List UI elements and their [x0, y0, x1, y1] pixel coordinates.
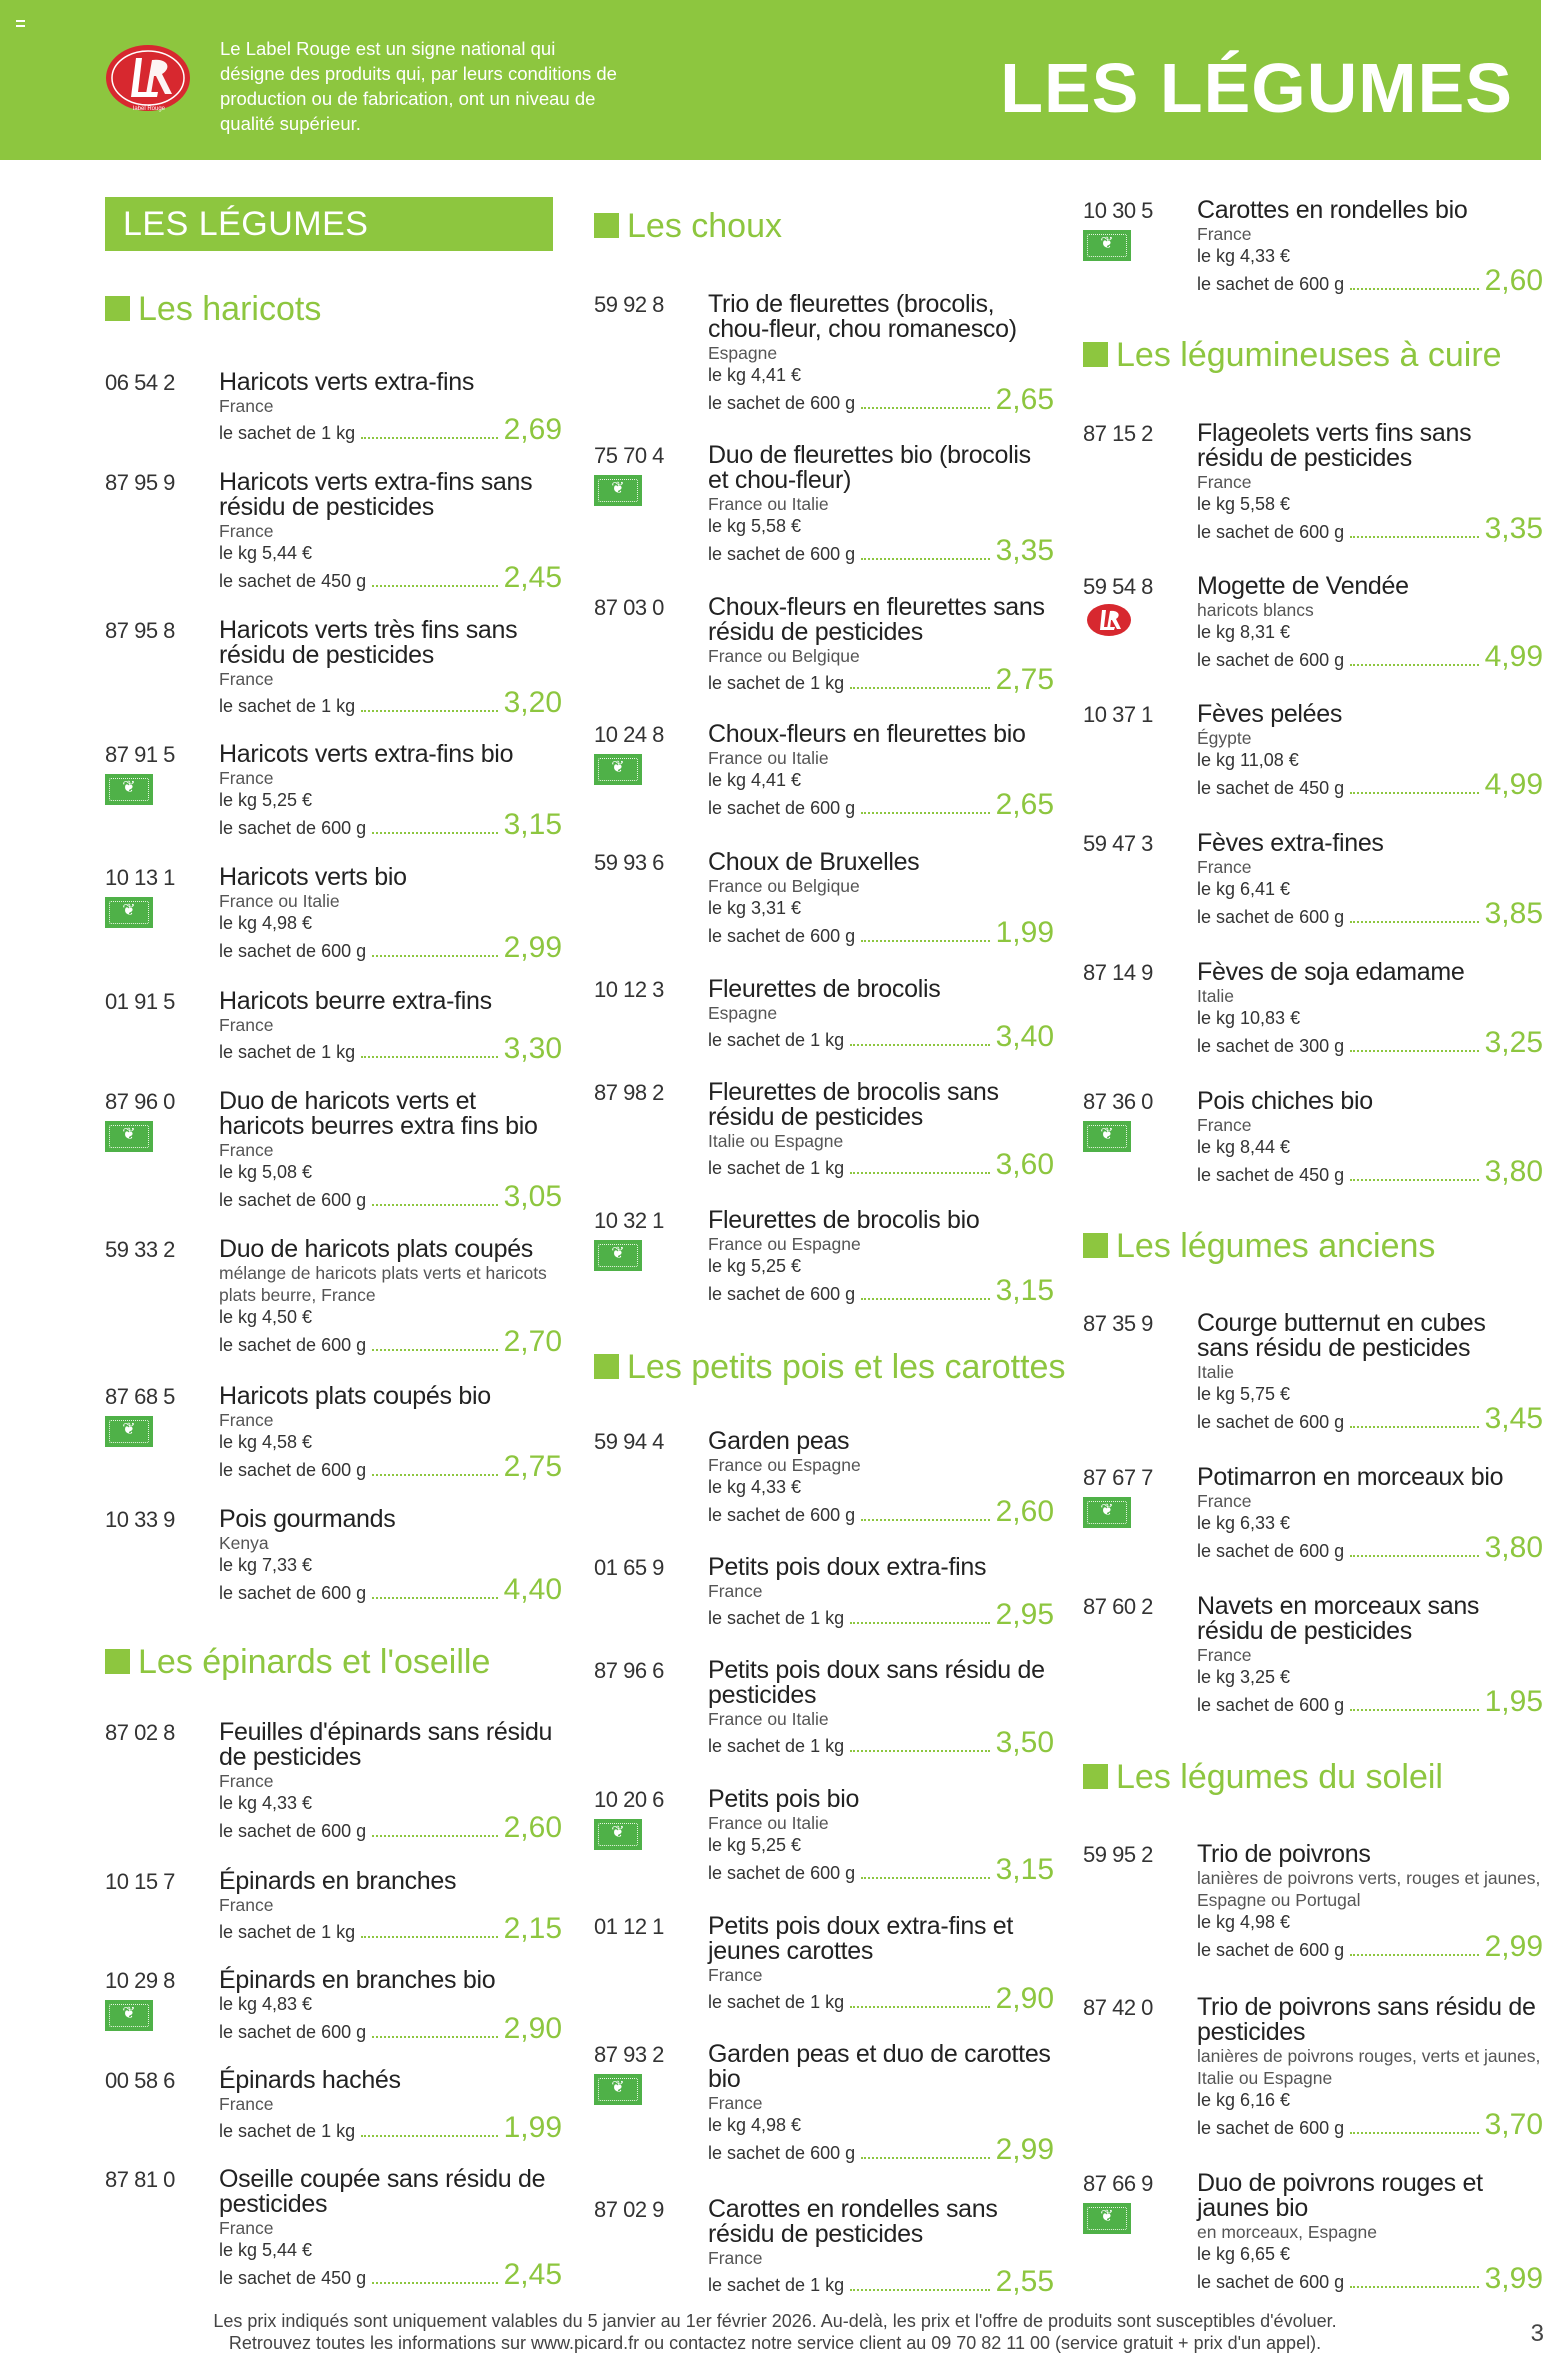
product-price-line: le sachet de 600 g 3,15: [708, 1853, 1054, 1886]
product-price-line: le sachet de 600 g 3,05: [219, 1180, 562, 1213]
product-price-line: le sachet de 600 g 2,99: [708, 2133, 1054, 2166]
product-origin: France: [1197, 472, 1252, 492]
product-name: Carottes en rondelles bio: [1197, 196, 1468, 224]
product-price: 3,60: [995, 1148, 1054, 1181]
product-name: Fèves pelées: [1197, 700, 1343, 728]
square-bullet-icon: [1083, 1233, 1108, 1258]
product-kg-price: le kg 5,44 €: [219, 2240, 313, 2260]
product-origin: France: [708, 2248, 763, 2268]
section-heading-epinards: Les épinards et l'oseille: [105, 1643, 490, 1682]
section-heading-legumes-anciens: Les légumes anciens: [1083, 1227, 1435, 1266]
product-code: 10 33 9: [105, 1507, 175, 1532]
product-code: 87 02 9: [594, 2197, 664, 2222]
footer-validity-note: Les prix indiqués sont uniquement valables du 5 janvier au 1er février 2026. Au-delà, les prix et l'offre de produits sont susceptibles d'évoluer.: [213, 2311, 1337, 2331]
product-code: 59 93 6: [594, 850, 664, 875]
product-price: 2,70: [503, 1325, 562, 1358]
product-price-line: le sachet de 600 g 3,80: [1197, 1531, 1543, 1564]
product-code: 87 81 0: [105, 2167, 175, 2192]
section-heading-petits-pois-carottes: Les petits pois et les carottes: [594, 1348, 1065, 1387]
product-name: Fèves extra-fines: [1197, 829, 1384, 857]
product-origin: lanières de poivrons rouges, verts et jaunes, Italie ou Espagne: [1197, 2046, 1541, 2088]
product-price: 3,40: [995, 1020, 1054, 1053]
product-code: 10 15 7: [105, 1869, 175, 1894]
product-name: Oseille coupée sans résidu de pesticides: [219, 2165, 546, 2218]
section-heading-haricots: Les haricots: [105, 290, 321, 329]
organic-bio-icon: [594, 475, 642, 506]
product-origin: France: [219, 1410, 274, 1430]
product-code: 87 02 8: [105, 1720, 175, 1745]
product-price: 3,35: [995, 534, 1054, 567]
product-name: Garden peas: [708, 1427, 850, 1455]
product-code: 87 36 0: [1083, 1089, 1153, 1114]
product-kg-price: le kg 4,83 €: [219, 1994, 313, 2014]
product-origin: France: [219, 1895, 274, 1915]
product-name: Navets en morceaux sans résidu de pesticides: [1197, 1592, 1480, 1645]
svg-text:label Rouge: label Rouge: [132, 106, 166, 112]
page-header: [0, 0, 1541, 160]
product-origin: Italie: [1197, 986, 1234, 1006]
product-name: Pois chiches bio: [1197, 1087, 1373, 1115]
product-name: Trio de poivrons: [1197, 1840, 1371, 1868]
product-name: Duo de haricots plats coupés: [219, 1235, 534, 1263]
product-origin: France: [708, 1581, 763, 1601]
product-price: 3,15: [995, 1274, 1054, 1307]
product-origin: France: [219, 1771, 274, 1791]
product-code: 10 13 1: [105, 865, 175, 890]
product-price-line: le sachet de 1 kg 3,50: [708, 1726, 1054, 1759]
product-kg-price: le kg 8,31 €: [1197, 622, 1291, 642]
product-price: 2,45: [503, 561, 562, 594]
product-price: 2,65: [995, 788, 1054, 821]
product-origin: France ou Belgique: [708, 876, 860, 896]
product-origin: France: [708, 1965, 763, 1985]
square-bullet-icon: [105, 1649, 130, 1674]
product-price: 2,60: [995, 1495, 1054, 1528]
product-price: 3,80: [1484, 1531, 1543, 1564]
product-name: Petits pois doux sans résidu de pesticides: [708, 1656, 1045, 1709]
product-code: 59 33 2: [105, 1237, 175, 1262]
product-price: 4,99: [1484, 768, 1543, 801]
product-price-line: le sachet de 600 g 4,99: [1197, 640, 1543, 673]
product-code: 10 29 8: [105, 1968, 175, 1993]
product-price-line: le sachet de 1 kg 3,30: [219, 1032, 562, 1065]
product-price: 3,45: [1484, 1402, 1543, 1435]
product-name: Haricots verts extra-fins sans résidu de pesticides: [219, 468, 533, 521]
product-price-line: le sachet de 1 kg 3,60: [708, 1148, 1054, 1181]
product-name: Trio de fleurettes (brocolis, chou-fleur, chou romanesco): [708, 290, 1017, 343]
product-price: 2,45: [503, 2258, 562, 2291]
product-kg-price: le kg 5,08 €: [219, 1162, 313, 1182]
product-code: 10 20 6: [594, 1787, 664, 1812]
product-price-line: le sachet de 1 kg 2,69: [219, 413, 562, 446]
product-name: Petits pois doux extra-fins et jeunes carottes: [708, 1912, 1014, 1965]
main-banner: LES LÉGUMES: [105, 197, 553, 251]
product-name: Haricots beurre extra-fins: [219, 987, 492, 1015]
product-price: 2,90: [503, 2012, 562, 2045]
product-kg-price: le kg 11,08 €: [1197, 750, 1299, 770]
product-kg-price: le kg 6,16 €: [1197, 2090, 1291, 2110]
product-code: 10 24 8: [594, 722, 664, 747]
product-price-line: le sachet de 450 g 3,80: [1197, 1155, 1543, 1188]
product-kg-price: le kg 5,44 €: [219, 543, 313, 563]
footer: [0, 2310, 1550, 2354]
organic-bio-icon: [105, 1121, 153, 1152]
product-code: 10 30 5: [1083, 198, 1153, 223]
product-kg-price: le kg 5,58 €: [1197, 494, 1291, 514]
product-price: 2,99: [503, 931, 562, 964]
organic-bio-icon: [105, 1416, 153, 1447]
section-heading-legumineuses: Les légumineuses à cuire: [1083, 336, 1502, 375]
product-price: 3,20: [503, 686, 562, 719]
product-name: Haricots verts extra-fins bio: [219, 740, 514, 768]
product-kg-price: le kg 5,25 €: [708, 1835, 802, 1855]
label-rouge-logo: [102, 40, 198, 116]
product-price: 2,99: [1484, 1930, 1543, 1963]
product-price-line: le sachet de 600 g 3,70: [1197, 2108, 1543, 2141]
product-price: 3,80: [1484, 1155, 1543, 1188]
product-name: Épinards hachés: [219, 2066, 401, 2094]
product-price: 4,40: [503, 1573, 562, 1606]
product-code: 10 32 1: [594, 1208, 664, 1233]
product-origin: France ou Espagne: [708, 1234, 861, 1254]
product-kg-price: le kg 4,41 €: [708, 365, 802, 385]
product-price-line: le sachet de 1 kg 2,95: [708, 1598, 1054, 1631]
product-code: 87 95 9: [105, 470, 175, 495]
product-price-line: le sachet de 1 kg 1,99: [219, 2111, 562, 2144]
product-origin: France ou Italie: [708, 1709, 829, 1729]
organic-bio-icon: [105, 2000, 153, 2031]
product-code: 87 15 2: [1083, 421, 1153, 446]
product-origin: Espagne: [708, 343, 778, 363]
product-kg-price: le kg 8,44 €: [1197, 1137, 1291, 1157]
product-price-line: le sachet de 600 g 2,60: [708, 1495, 1054, 1528]
product-code: 87 67 7: [1083, 1465, 1153, 1490]
page-title: LES LÉGUMES: [1000, 49, 1513, 127]
square-bullet-icon: [1083, 1764, 1108, 1789]
product-origin: France ou Italie: [219, 891, 340, 911]
product-origin: Kenya: [219, 1533, 269, 1553]
product-price: 1,99: [995, 916, 1054, 949]
product-price-line: le sachet de 600 g 2,70: [219, 1325, 562, 1358]
product-price: 4,99: [1484, 640, 1543, 673]
product-code: 87 42 0: [1083, 1995, 1153, 2020]
product-origin: France: [219, 1015, 274, 1035]
product-price: 2,75: [503, 1450, 562, 1483]
product-origin: en morceaux, Espagne: [1197, 2222, 1377, 2242]
product-kg-price: le kg 3,25 €: [1197, 1667, 1291, 1687]
organic-bio-icon: [105, 774, 153, 805]
product-price-line: le sachet de 600 g 2,90: [219, 2012, 562, 2045]
product-price-line: le sachet de 1 kg 3,20: [219, 686, 562, 719]
menu-icon: [16, 20, 25, 27]
product-name: Garden peas et duo de carottes bio: [708, 2040, 1051, 2093]
product-name: Pois gourmands: [219, 1505, 396, 1533]
product-price: 3,25: [1484, 1026, 1543, 1059]
product-price: 1,99: [503, 2111, 562, 2144]
product-origin: France: [219, 1140, 274, 1160]
product-kg-price: le kg 5,25 €: [219, 790, 313, 810]
product-kg-price: le kg 4,41 €: [708, 770, 802, 790]
product-price: 2,15: [503, 1912, 562, 1945]
square-bullet-icon: [594, 213, 619, 238]
product-name: Fleurettes de brocolis sans résidu de pesticides: [708, 1078, 999, 1131]
product-name: Fleurettes de brocolis: [708, 975, 941, 1003]
organic-bio-icon: [1083, 1497, 1131, 1528]
product-price: 2,60: [503, 1811, 562, 1844]
product-code: 10 37 1: [1083, 702, 1153, 727]
product-price-line: le sachet de 600 g 3,99: [1197, 2262, 1543, 2295]
product-name: Épinards en branches bio: [219, 1966, 496, 1994]
product-kg-price: le kg 6,41 €: [1197, 879, 1291, 899]
product-origin: France: [1197, 857, 1252, 877]
product-price: 2,75: [995, 663, 1054, 696]
product-kg-price: le kg 4,98 €: [219, 913, 313, 933]
product-kg-price: le kg 3,31 €: [708, 898, 802, 918]
product-price: 2,90: [995, 1982, 1054, 2015]
organic-bio-icon: [594, 754, 642, 785]
product-price-line: le sachet de 600 g 2,75: [219, 1450, 562, 1483]
product-price-line: le sachet de 600 g 1,99: [708, 916, 1054, 949]
product-price-line: le sachet de 600 g 3,85: [1197, 897, 1543, 930]
product-name: Duo de poivrons rouges et jaunes bio: [1197, 2169, 1483, 2222]
product-price-line: le sachet de 600 g 3,15: [219, 808, 562, 841]
product-name: Haricots verts extra-fins: [219, 368, 475, 396]
product-name: Mogette de Vendée: [1197, 572, 1409, 600]
product-code: 59 94 4: [594, 1429, 664, 1454]
product-name: Petits pois bio: [708, 1785, 860, 1813]
product-price: 3,15: [995, 1853, 1054, 1886]
product-origin: France: [219, 768, 274, 788]
product-code: 59 47 3: [1083, 831, 1153, 856]
product-kg-price: le kg 5,58 €: [708, 516, 802, 536]
product-code: 87 60 2: [1083, 1594, 1153, 1619]
section-heading-choux: Les choux: [594, 207, 782, 246]
product-price-line: le sachet de 450 g 4,99: [1197, 768, 1543, 801]
product-name: Courge butternut en cubes sans résidu de pesticides: [1197, 1309, 1486, 1362]
product-kg-price: le kg 7,33 €: [219, 1555, 313, 1575]
product-code: 87 35 9: [1083, 1311, 1153, 1336]
product-code: 87 96 6: [594, 1658, 664, 1683]
product-origin: France: [1197, 224, 1252, 244]
product-origin: lanières de poivrons verts, rouges et jaunes, Espagne ou Portugal: [1197, 1868, 1541, 1910]
product-price: 2,99: [995, 2133, 1054, 2166]
product-price-line: le sachet de 600 g 3,45: [1197, 1402, 1543, 1435]
product-price-line: le sachet de 600 g 3,35: [708, 534, 1054, 567]
product-name: Feuilles d'épinards sans résidu de pesticides: [219, 1718, 553, 1771]
product-code: 01 91 5: [105, 989, 175, 1014]
product-price: 3,05: [503, 1180, 562, 1213]
organic-bio-icon: [105, 897, 153, 928]
product-origin: France: [219, 2218, 274, 2238]
product-price-line: le sachet de 600 g 1,95: [1197, 1685, 1543, 1718]
product-name: Duo de haricots verts et haricots beurres extra fins bio: [219, 1087, 538, 1140]
product-kg-price: le kg 5,75 €: [1197, 1384, 1291, 1404]
product-code: 87 14 9: [1083, 960, 1153, 985]
product-price-line: le sachet de 600 g 3,35: [1197, 512, 1543, 545]
product-name: Choux-fleurs en fleurettes sans résidu de pesticides: [708, 593, 1045, 646]
product-name: Petits pois doux extra-fins: [708, 1553, 987, 1581]
product-code: 59 95 2: [1083, 1842, 1153, 1867]
product-origin: Espagne: [708, 1003, 778, 1023]
product-price-line: le sachet de 300 g 3,25: [1197, 1026, 1543, 1059]
product-price: 2,60: [1484, 264, 1543, 297]
organic-bio-icon: [1083, 230, 1131, 261]
product-origin: France ou Italie: [708, 748, 829, 768]
product-name: Potimarron en morceaux bio: [1197, 1463, 1504, 1491]
product-code: 87 98 2: [594, 1080, 664, 1105]
product-code: 01 12 1: [594, 1914, 664, 1939]
product-price: 3,70: [1484, 2108, 1543, 2141]
product-price: 2,95: [995, 1598, 1054, 1631]
product-name: Fleurettes de brocolis bio: [708, 1206, 980, 1234]
product-origin: France: [1197, 1115, 1252, 1135]
product-kg-price: le kg 4,50 €: [219, 1307, 313, 1327]
product-origin: France: [219, 521, 274, 541]
label-rouge-icon: [1085, 602, 1133, 638]
product-name: Épinards en branches: [219, 1867, 457, 1895]
product-price-line: le sachet de 600 g 2,60: [1197, 264, 1543, 297]
product-code: 06 54 2: [105, 370, 175, 395]
product-code: 87 95 8: [105, 618, 175, 643]
product-code: 87 68 5: [105, 1384, 175, 1409]
product-price-line: le sachet de 600 g 2,65: [708, 788, 1054, 821]
product-name: Duo de fleurettes bio (brocolis et chou-fleur): [708, 441, 1031, 494]
page-number: 3: [1530, 2320, 1544, 2347]
product-origin: France ou Italie: [708, 494, 829, 514]
product-name: Flageolets verts fins sans résidu de pesticides: [1197, 419, 1472, 472]
product-kg-price: le kg 10,83 €: [1197, 1008, 1301, 1028]
product-origin: France: [1197, 1645, 1252, 1665]
product-price-line: le sachet de 600 g 2,99: [219, 931, 562, 964]
product-price: 2,55: [995, 2265, 1054, 2298]
product-name: Haricots plats coupés bio: [219, 1382, 491, 1410]
organic-bio-icon: [1083, 2203, 1131, 2234]
product-price-line: le sachet de 450 g 2,45: [219, 2258, 562, 2291]
product-code: 00 58 6: [105, 2068, 175, 2093]
product-code: 01 65 9: [594, 1555, 664, 1580]
product-origin: Égypte: [1197, 728, 1252, 748]
product-name: Fèves de soja edamame: [1197, 958, 1465, 986]
square-bullet-icon: [594, 1354, 619, 1379]
product-code: 59 92 8: [594, 292, 664, 317]
product-origin: France: [219, 396, 274, 416]
section-heading-legumes-soleil: Les légumes du soleil: [1083, 1758, 1443, 1797]
product-origin: Italie ou Espagne: [708, 1131, 844, 1151]
product-origin: France ou Italie: [708, 1813, 829, 1833]
organic-bio-icon: [1083, 1121, 1131, 1152]
product-origin: France ou Belgique: [708, 646, 860, 666]
product-price-line: le sachet de 1 kg 3,40: [708, 1020, 1054, 1053]
product-origin: haricots blancs: [1197, 600, 1314, 620]
label-rouge-description: Le Label Rouge est un signe national qui désigne des produits qui, par leurs conditions de production ou de fabrication, ont un niveau de qualité supérieur.: [220, 38, 617, 134]
product-kg-price: le kg 6,65 €: [1197, 2244, 1291, 2264]
organic-bio-icon: [594, 1819, 642, 1850]
product-price: 1,95: [1484, 1685, 1543, 1718]
product-price-line: le sachet de 1 kg 2,15: [219, 1912, 562, 1945]
product-name: Choux-fleurs en fleurettes bio: [708, 720, 1026, 748]
product-code: 87 66 9: [1083, 2171, 1153, 2196]
product-price-line: le sachet de 600 g 2,65: [708, 383, 1054, 416]
product-kg-price: le kg 4,33 €: [708, 1477, 802, 1497]
product-code: 87 93 2: [594, 2042, 664, 2067]
product-code: 87 91 5: [105, 742, 175, 767]
product-price: 3,50: [995, 1726, 1054, 1759]
product-price-line: le sachet de 1 kg 2,75: [708, 663, 1054, 696]
product-price-line: le sachet de 600 g 4,40: [219, 1573, 562, 1606]
product-kg-price: le kg 4,58 €: [219, 1432, 313, 1452]
product-price: 3,15: [503, 808, 562, 841]
product-price-line: le sachet de 600 g 3,15: [708, 1274, 1054, 1307]
product-price-line: le sachet de 600 g 2,99: [1197, 1930, 1543, 1963]
product-kg-price: le kg 4,33 €: [1197, 246, 1291, 266]
product-price: 3,85: [1484, 897, 1543, 930]
product-price: 2,69: [503, 413, 562, 446]
product-price: 3,30: [503, 1032, 562, 1065]
product-kg-price: le kg 6,33 €: [1197, 1513, 1291, 1533]
product-kg-price: le kg 4,98 €: [1197, 1912, 1291, 1932]
product-origin: France ou Espagne: [708, 1455, 861, 1475]
product-code: 75 70 4: [594, 443, 664, 468]
product-kg-price: le kg 4,33 €: [219, 1793, 313, 1813]
product-origin: mélange de haricots plats verts et haricots plats beurre, France: [219, 1263, 547, 1305]
footer-contact-note: Retrouvez toutes les informations sur www.picard.fr ou contactez notre service client au 09 70 82 11 00 (service gratuit + prix d'un appel).: [228, 2333, 1322, 2353]
product-name: Haricots verts très fins sans résidu de pesticides: [219, 616, 518, 669]
product-price: 3,99: [1484, 2262, 1543, 2295]
product-code: 87 03 0: [594, 595, 664, 620]
product-name: Choux de Bruxelles: [708, 848, 920, 876]
product-origin: Italie: [1197, 1362, 1234, 1382]
product-price-line: le sachet de 450 g 2,45: [219, 561, 562, 594]
product-price-line: le sachet de 1 kg 2,55: [708, 2265, 1054, 2298]
organic-bio-icon: [594, 1240, 642, 1271]
product-code: 59 54 8: [1083, 574, 1153, 599]
product-origin: France: [219, 2094, 274, 2114]
product-code: 10 12 3: [594, 977, 664, 1002]
product-name: Haricots verts bio: [219, 863, 407, 891]
square-bullet-icon: [105, 296, 130, 321]
product-price: 3,35: [1484, 512, 1543, 545]
product-name: Trio de poivrons sans résidu de pesticides: [1197, 1993, 1536, 2046]
product-kg-price: le kg 4,98 €: [708, 2115, 802, 2135]
square-bullet-icon: [1083, 342, 1108, 367]
product-price: 2,65: [995, 383, 1054, 416]
product-origin: France: [219, 669, 274, 689]
product-price-line: le sachet de 1 kg 2,90: [708, 1982, 1054, 2015]
product-name: Carottes en rondelles sans résidu de pesticides: [708, 2195, 998, 2248]
product-origin: France: [708, 2093, 763, 2113]
product-price-line: le sachet de 600 g 2,60: [219, 1811, 562, 1844]
product-code: 87 96 0: [105, 1089, 175, 1114]
product-origin: France: [1197, 1491, 1252, 1511]
organic-bio-icon: [594, 2074, 642, 2105]
product-kg-price: le kg 5,25 €: [708, 1256, 802, 1276]
